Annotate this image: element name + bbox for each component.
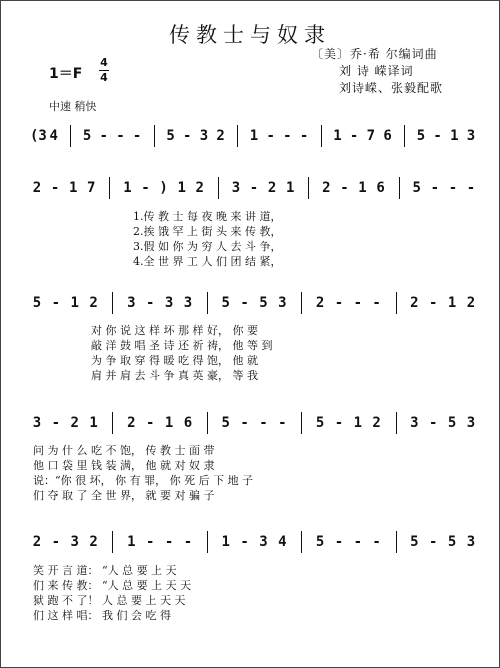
key-signature: 1＝F	[49, 66, 83, 82]
note: 3	[199, 128, 209, 144]
sustain-dash: -	[145, 295, 155, 311]
sustain-dash: -	[240, 534, 249, 550]
barline	[207, 292, 208, 314]
sustain-dash: -	[51, 534, 61, 550]
note: 3	[183, 295, 193, 311]
note: 4	[49, 128, 58, 144]
note: 2	[127, 415, 136, 431]
note: 5	[259, 295, 268, 311]
note: 3	[231, 180, 241, 196]
note: 2	[466, 295, 476, 311]
barline	[404, 125, 405, 147]
barline	[301, 292, 302, 314]
note: (3	[30, 128, 47, 144]
sustain-dash: -	[429, 295, 438, 311]
sustain-dash: -	[349, 128, 359, 144]
lyrics-block-4	[33, 565, 191, 625]
sustain-dash: -	[132, 128, 142, 144]
note: 5	[416, 128, 426, 144]
note: 2	[89, 534, 98, 550]
note: 1	[249, 128, 259, 144]
lyric-line: 1.传 教 士 每 夜 晚 来 讲 道，	[133, 210, 282, 223]
note: 5	[82, 128, 92, 144]
credit-composer: 〔美〕乔·希 尔编词曲	[311, 47, 438, 61]
lyric-line: 们 来 传 教： “人 总 要 上 天 天	[33, 579, 192, 592]
sustain-dash: -	[99, 128, 108, 144]
note: 1	[353, 415, 362, 431]
barline	[399, 177, 400, 199]
barline	[112, 531, 113, 553]
note: )	[159, 180, 168, 196]
sustain-dash: -	[430, 180, 440, 196]
sustain-dash: -	[466, 180, 476, 196]
note: 1	[358, 180, 367, 196]
barline	[109, 177, 110, 199]
note: 2	[267, 180, 277, 196]
barline	[218, 177, 219, 199]
barline	[321, 125, 322, 147]
sustain-dash: -	[429, 534, 438, 550]
barline	[396, 412, 397, 434]
note: 1	[221, 534, 230, 550]
sustain-dash: -	[433, 128, 442, 144]
lyric-line: 狱 跑 不 了！ 人 总 要 上 天 天	[33, 594, 186, 607]
sustain-dash: -	[283, 128, 292, 144]
lyric-line: 3.假 如 你 为 穷 人 去 斗 争，	[133, 240, 282, 253]
barline	[308, 177, 309, 199]
note: 3	[32, 415, 42, 431]
sustain-dash: -	[353, 534, 362, 550]
sustain-dash: -	[183, 534, 193, 550]
note: 1	[333, 128, 342, 144]
barline	[112, 412, 113, 434]
barline	[237, 125, 238, 147]
lyric-line: 们 夺 取 了 全 世 界， 就 要 对 骗 子	[33, 489, 215, 502]
note: 1	[123, 180, 132, 196]
lyric-line: 说：“你 很 坏， 你 有 罪， 你 死 后 下 地 子	[33, 474, 254, 487]
sustain-dash: -	[249, 180, 259, 196]
time-signature	[99, 57, 109, 84]
note: 1	[177, 180, 186, 196]
sustain-dash: -	[240, 415, 249, 431]
note: 3	[466, 534, 476, 550]
sustain-dash: -	[299, 128, 309, 144]
lyric-line: 们 这 样 唱： 我 们 会 吃 得	[33, 609, 171, 622]
note: 1	[70, 295, 79, 311]
note: 2	[195, 180, 204, 196]
note: 5	[32, 295, 42, 311]
sustain-dash: -	[116, 128, 125, 144]
lyric-line: 为 争 取 穿 得 暖 吃 得 饱， 他 就	[91, 354, 258, 367]
lyric-line: 肩 并 肩 去 斗 争 真 英 豪， 等 我	[91, 369, 258, 382]
notation-system-2	[1, 177, 499, 199]
sustain-dash: -	[240, 295, 249, 311]
note: 3	[278, 295, 287, 311]
lyric-line: 敲 洋 鼓 唱 圣 诗 还 祈 祷， 他 等 到	[91, 339, 273, 352]
barline	[70, 125, 71, 147]
note: 2	[70, 415, 79, 431]
sustain-dash: -	[353, 295, 362, 311]
lyric-line: 4.全 世 界 工 人 们 团 结 紧，	[133, 255, 282, 268]
note: 2	[32, 180, 42, 196]
lyric-line: 对 你 说 这 样 坏 那 样 好， 你 要	[91, 324, 258, 337]
note: 5	[447, 415, 457, 431]
sustain-dash: -	[164, 534, 174, 550]
note: 1	[68, 180, 78, 196]
lyrics-block-2	[91, 325, 272, 385]
note: 2	[315, 295, 325, 311]
note: 4	[278, 534, 287, 550]
note: 7	[87, 180, 96, 196]
note: 6	[376, 180, 385, 196]
barline	[301, 531, 302, 553]
sustain-dash: -	[278, 415, 287, 431]
note: 3	[70, 534, 79, 550]
note: 1	[447, 295, 457, 311]
sustain-dash: -	[266, 128, 275, 144]
sustain-dash: -	[334, 415, 344, 431]
sustain-dash: -	[51, 415, 61, 431]
sustain-dash: -	[51, 295, 61, 311]
note: 5	[221, 415, 230, 431]
credit-translator: 刘 诗 嵘译词	[339, 64, 414, 78]
note: 2	[89, 295, 98, 311]
sustain-dash: -	[145, 534, 155, 550]
barline	[207, 531, 208, 553]
note: 5	[315, 534, 325, 550]
note: 2	[410, 295, 419, 311]
note: 1	[127, 534, 136, 550]
note: 7	[366, 128, 376, 144]
barline	[396, 292, 397, 314]
note: 1	[285, 180, 295, 196]
lyrics-block-3	[33, 445, 253, 505]
note: 3	[410, 415, 419, 431]
sustain-dash: -	[334, 534, 344, 550]
note: 2	[322, 180, 331, 196]
note: 5	[166, 128, 175, 144]
lyrics-block-1	[133, 211, 281, 271]
sustain-dash: -	[372, 295, 381, 311]
note: 2	[372, 415, 381, 431]
barline	[301, 412, 302, 434]
sustain-dash: -	[145, 415, 155, 431]
note: 3	[127, 295, 136, 311]
barline	[154, 125, 155, 147]
lyric-line: 问 为 什 么 吃 不 饱， 传 教 士 面 带	[33, 444, 215, 457]
note: 5	[315, 415, 325, 431]
sustain-dash: -	[141, 180, 150, 196]
sustain-dash: -	[334, 295, 344, 311]
time-signature-top: 4	[100, 56, 108, 69]
tempo-marking: 中速 稍快	[49, 100, 97, 113]
note: 3	[466, 128, 476, 144]
lyric-line: 2.挨 饿 罕 上 街 头 来 传 教，	[133, 225, 282, 238]
barline	[207, 412, 208, 434]
credit-arranger: 刘诗嵘、张毅配歌	[339, 81, 444, 95]
barline	[112, 292, 113, 314]
sustain-dash: -	[183, 128, 192, 144]
lyric-line: 笑 开 言 道： “人 总 要 上 天	[33, 564, 177, 577]
note: 2	[216, 128, 225, 144]
sustain-dash: -	[340, 180, 349, 196]
note: 5	[221, 295, 230, 311]
time-signature-bottom: 4	[100, 71, 108, 84]
sustain-dash: -	[372, 534, 381, 550]
note: 5	[447, 534, 457, 550]
note: 3	[259, 534, 268, 550]
note: 5	[410, 534, 419, 550]
notation-system-3	[1, 292, 499, 314]
sustain-dash: -	[448, 180, 458, 196]
note: 6	[383, 128, 392, 144]
sustain-dash: -	[50, 180, 60, 196]
notation-system-1	[1, 125, 499, 147]
note: 6	[183, 415, 193, 431]
sustain-dash: -	[259, 415, 268, 431]
barline	[396, 531, 397, 553]
note: 1	[450, 128, 459, 144]
song-title: 传教士与奴隶	[169, 23, 331, 47]
sustain-dash: -	[429, 415, 438, 431]
note: 2	[32, 534, 42, 550]
notation-system-4	[1, 412, 499, 434]
note: 5	[412, 180, 421, 196]
notation-system-5	[1, 531, 499, 553]
note: 1	[164, 415, 174, 431]
lyric-line: 他 口 袋 里 钱 装 满， 他 就 对 奴 隶	[33, 459, 215, 472]
note: 3	[164, 295, 174, 311]
note: 1	[89, 415, 98, 431]
note: 3	[466, 415, 476, 431]
